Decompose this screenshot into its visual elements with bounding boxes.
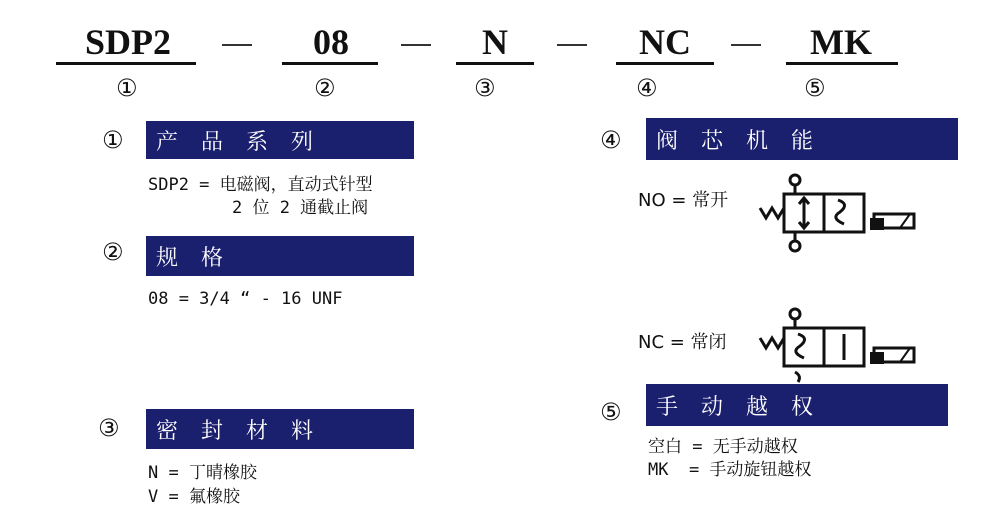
- separator-3: [557, 44, 587, 46]
- code-number-3: ③: [474, 74, 496, 102]
- nc-label: NC = 常闭: [638, 332, 727, 353]
- code-segment-size: 08: [313, 22, 349, 62]
- code-number-4: ④: [636, 74, 658, 102]
- code-segment-function: NC: [639, 22, 691, 62]
- valve-symbol-normally-open-icon: [758, 170, 928, 260]
- underline-series: [56, 62, 196, 65]
- section-number-seal: ③: [98, 414, 120, 442]
- section-header-function: 阀 芯 机 能: [646, 118, 958, 160]
- override-line-1: 空白 = 无手动越权: [648, 437, 798, 457]
- valve-symbol-normally-closed-icon: [758, 306, 928, 386]
- override-line-2: MK = 手动旋钮越权: [648, 460, 812, 480]
- series-line-1: SDP2 = 电磁阀，直动式针型: [148, 175, 373, 195]
- series-line-2: 2 位 2 通截止阀: [232, 198, 369, 218]
- size-line-1: 08 = 3/4 “ - 16 UNF: [148, 289, 343, 309]
- underline-override: [786, 62, 898, 65]
- section-number-series: ①: [102, 126, 124, 154]
- section-header-override: 手 动 越 权: [646, 384, 948, 426]
- code-number-1: ①: [116, 74, 138, 102]
- separator-4: [731, 44, 761, 46]
- code-segment-series: SDP2: [84, 22, 171, 62]
- code-segment-override: MK: [810, 22, 872, 62]
- underline-function: [616, 62, 714, 65]
- seal-line-2: V = 氟橡胶: [148, 487, 240, 507]
- section-header-series: 产 品 系 列: [146, 121, 414, 159]
- section-header-size: 规 格: [146, 236, 414, 276]
- code-number-2: ②: [314, 74, 336, 102]
- section-number-size: ②: [102, 238, 124, 266]
- code-number-5: ⑤: [804, 74, 826, 102]
- section-number-function: ④: [600, 126, 622, 154]
- separator-2: [401, 44, 431, 46]
- section-header-seal: 密 封 材 料: [146, 409, 414, 449]
- separator-1: [222, 44, 252, 46]
- underline-size: [282, 62, 378, 65]
- code-segment-seal: N: [482, 22, 508, 62]
- seal-line-1: N = 丁晴橡胶: [148, 463, 257, 483]
- no-label: NO = 常开: [638, 190, 729, 211]
- underline-seal: [456, 62, 534, 65]
- section-number-override: ⑤: [600, 398, 622, 426]
